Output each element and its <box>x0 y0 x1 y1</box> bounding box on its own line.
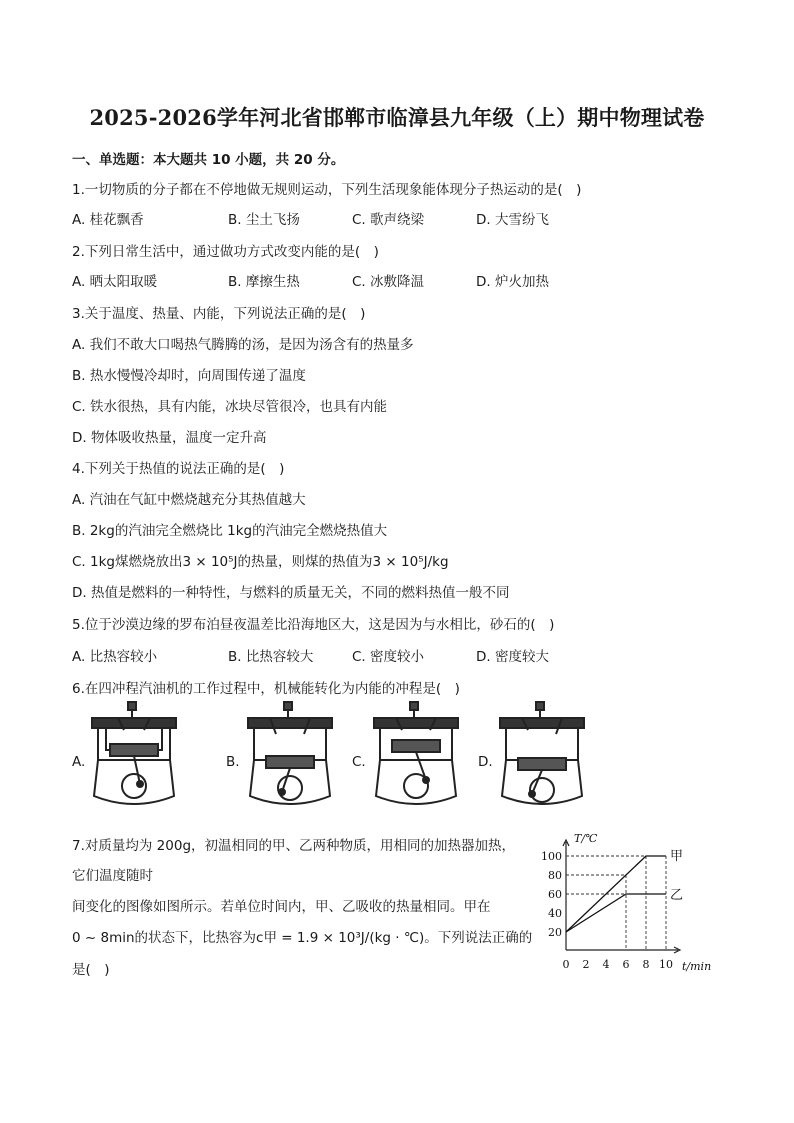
question-2-stem: 2.下列日常生活中，通过做功方式改变内能的是( ) <box>72 244 379 260</box>
q1-option-a: A. 桂花飘香 <box>72 212 144 228</box>
x-tick-label: 2 <box>582 958 590 971</box>
question-6-stem: 6.在四冲程汽油机的工作过程中，机械能转化为内能的冲程是( ) <box>72 681 460 697</box>
y-tick-label: 20 <box>548 926 562 939</box>
engine-diagram-a <box>84 700 184 812</box>
q5-option-b: B. 比热容较大 <box>228 649 314 665</box>
temperature-time-graph <box>532 828 732 978</box>
x-axis-label: t/min <box>682 960 712 973</box>
question-3-stem: 3.关于温度、热量、内能，下列说法正确的是( ) <box>72 306 366 322</box>
x-tick-label: 6 <box>622 958 630 971</box>
q3-option-a: A. 我们不敢大口喝热气腾腾的汤，是因为汤含有的热量多 <box>72 337 414 353</box>
q5-option-c: C. 密度较小 <box>352 649 425 665</box>
q3-option-d: D. 物体吸收热量，温度一定升高 <box>72 430 267 446</box>
q6-option-a: A. <box>72 754 86 770</box>
q6-option-d: D. <box>478 754 493 770</box>
engine-diagram-b <box>240 700 340 812</box>
q5-option-d: D. 密度较大 <box>476 649 549 665</box>
q7-line-2: 它们温度随时 <box>72 868 153 884</box>
question-1-stem: 1.一切物质的分子都在不停地做无规则运动，下列生活现象能体现分子热运动的是( ) <box>72 182 582 198</box>
page-title: 2025-2026学年河北省邯郸市临漳县九年级（上）期中物理试卷 <box>89 105 705 130</box>
x-tick-label: 0 <box>562 958 570 971</box>
q7-line-4: 0 ~ 8min的状态下，比热容为c甲 = 1.9 × 10³J/(kg · ℃)。下列说法正确的 <box>72 930 533 946</box>
q4-option-d: D. 热值是燃料的一种特性，与燃料的质量无关，不同的燃料热值一般不同 <box>72 585 510 601</box>
q4-option-a: A. 汽油在气缸中燃烧越充分其热值越大 <box>72 492 306 508</box>
series-label-jia: 甲 <box>670 849 684 864</box>
y-axis-label: T/℃ <box>574 832 598 845</box>
x-tick-label: 10 <box>659 958 673 971</box>
q3-option-c: C. 铁水很热，具有内能，冰块尽管很冷，也具有内能 <box>72 399 388 415</box>
q6-option-c: C. <box>352 754 366 770</box>
question-2-options <box>72 270 632 290</box>
y-tick-label: 40 <box>548 907 562 920</box>
y-tick-label: 80 <box>548 869 562 882</box>
q1-option-d: D. 大雪纷飞 <box>476 212 549 228</box>
q7-line-5: 是( ) <box>72 962 110 978</box>
q7-line-1: 7.对质量均为 200g，初温相同的甲、乙两种物质，用相同的加热器加热， <box>72 838 516 854</box>
section-heading: 一、单选题：本大题共 10 小题，共 20 分。 <box>72 152 345 168</box>
y-tick-label: 60 <box>548 888 562 901</box>
q3-option-b: B. 热水慢慢冷却时，向周围传递了温度 <box>72 368 306 384</box>
engine-diagram-c <box>366 700 466 812</box>
question-5-stem: 5.位于沙漠边缘的罗布泊昼夜温差比沿海地区大，这是因为与水相比，砂石的( ) <box>72 617 555 633</box>
series-label-yi: 乙 <box>670 888 684 903</box>
question-4-stem: 4.下列关于热值的说法正确的是( ) <box>72 461 285 477</box>
q2-option-d: D. 炉火加热 <box>476 274 549 290</box>
q4-option-b: B. 2kg的汽油完全燃烧比 1kg的汽油完全燃烧热值大 <box>72 523 388 539</box>
q5-option-a: A. 比热容较小 <box>72 649 158 665</box>
q6-option-b: B. <box>226 754 240 770</box>
q1-option-c: C. 歌声绕梁 <box>352 212 425 228</box>
x-tick-label: 8 <box>642 958 650 971</box>
q2-option-b: B. 摩擦生热 <box>228 274 300 290</box>
question-1-options <box>72 208 632 228</box>
q2-option-c: C. 冰敷降温 <box>352 274 425 290</box>
q2-option-a: A. 晒太阳取暖 <box>72 274 158 290</box>
q1-option-b: B. 尘土飞扬 <box>228 212 300 228</box>
q7-line-3: 间变化的图像如图所示。若单位时间内，甲、乙吸收的热量相同。甲在 <box>72 899 491 915</box>
q4-option-c: C. 1kg煤燃烧放出3 × 10⁵J的热量，则煤的热值为3 × 10⁵J/kg <box>72 554 449 570</box>
series-line-yi <box>566 894 666 932</box>
question-5-options <box>72 645 632 665</box>
engine-diagram-d <box>492 700 592 812</box>
y-tick-label: 100 <box>541 850 562 863</box>
x-tick-label: 4 <box>602 958 610 971</box>
